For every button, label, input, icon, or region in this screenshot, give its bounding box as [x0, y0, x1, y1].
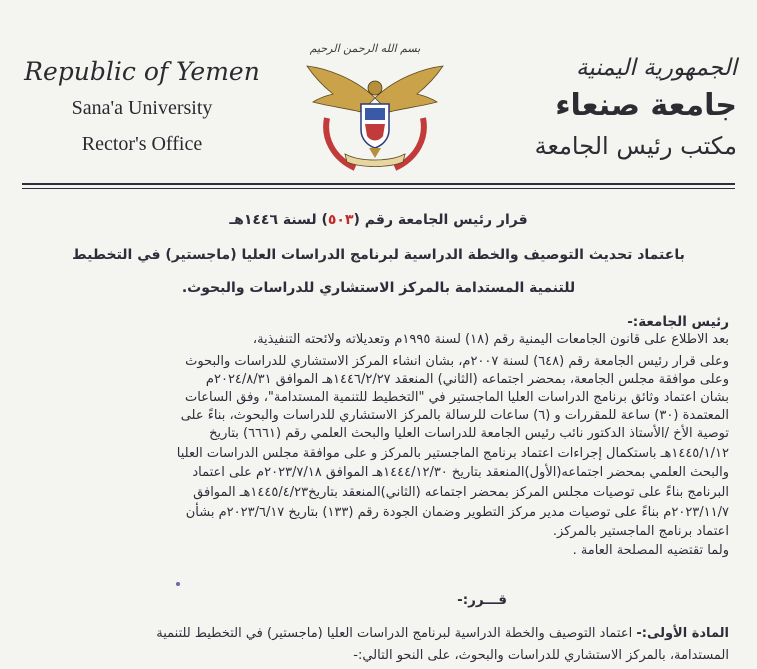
- body-line: ولما تقتضيه المصلحة العامة .: [572, 543, 729, 558]
- decision-number: ٥٠٣: [327, 212, 354, 228]
- yemen-eagle-emblem-icon: [305, 58, 445, 178]
- header-divider-thick: [22, 183, 735, 185]
- english-university: Sana'a University: [71, 97, 213, 119]
- body-line: وعلى قرار رئيس الجامعة رقم (٦٤٨) لسنة ٢٠٠٧م، بشان انشاء المركز الاستشاري للدراسات والبحوث: [185, 354, 729, 369]
- article-1-label: المادة الأولى:-: [636, 626, 729, 641]
- body-line: اعتماد برنامج الماجستير بالمركز.: [552, 524, 729, 539]
- body-line: والبحث العلمي بمحضر اجتماعه(الأول)المنعقد بتاريخ ١٤٤٤/١٢/٣٠هـ الموافق ٢٠٢٣/٧/١٨م على اعتماد: [192, 465, 729, 480]
- body-line: المعتمدة (٣٠) ساعة للمقررات و (٦) ساعات للرسالة بالمركز الاستشاري للدراسات والبحوث، بناءً على: [180, 408, 729, 423]
- decision-title-suffix: ) لسنة ١٤٤٦هـ: [229, 212, 328, 228]
- english-office: Rector's Office: [81, 133, 203, 155]
- body-line: البرنامج بناءً على توصيات مجلس المركز بمحضر اجتماعه (الثاني)المنعقد بتاريخ١٤٤٥/٤/٢٣هـ الموافق: [193, 485, 729, 500]
- arabic-country: الجمهورية اليمنية: [575, 55, 737, 81]
- arabic-office: مكتب رئيس الجامعة: [534, 132, 737, 160]
- english-letterhead: [22, 56, 262, 158]
- body-line: ٢٠٢٣/١١/٧م بناءً على توصيات مدير مركز التطوير وضمان الجودة رقم (١٣٣) بتاريخ ٢٠٢٣/٦/١٧م بشأن: [185, 505, 729, 520]
- english-country: Republic of Yemen: [24, 57, 260, 86]
- decision-title: [40, 212, 717, 228]
- article-1: [20, 626, 729, 641]
- basmala: بسم الله الرحمن الرحيم: [309, 42, 421, 55]
- decision-title-prefix: قرار رئيس الجامعة رقم (: [353, 212, 528, 228]
- article-1-text: اعتماد التوصيف والخطة الدراسية لبرنامج الدراسات العليا (ماجستير) في التخطيط للتنمية: [156, 626, 637, 641]
- body-line: ١٤٤٥/١/١٢هـ باستكمال إجراءات اعتماد برنامج الماجستير بالمركز و على موافقة مجلس الدراسات العليا: [176, 446, 729, 461]
- addressee: رئيس الجامعة:-: [627, 314, 729, 330]
- body-line: توصية الأخ /الأستاذ الدكتور نائب رئيس الجامعة للدراسات العليا والبحث العلمي رقم (٦٦٦١) بتاريخ: [209, 426, 729, 441]
- header-divider-thin: [22, 188, 735, 189]
- body-line: وعلى موافقة مجلس الجامعة، بمحضر اجتماعه (الثاني) المنعقد ١٤٤٦/٢/٢٧هـ الموافق ٢٠٢٤/٨/٣١م: [205, 372, 729, 387]
- arabic-university: جامعة صنعاء: [555, 88, 737, 123]
- decision-subject-line-1: باعتماد تحديث التوصيف والخطة الدراسية لبرنامج الدراسات العليا (ماجستير) في التخطيط: [72, 247, 685, 263]
- body-line: بعد الاطلاع على قانون الجامعات اليمنية رقم (١٨) لسنة ١٩٩٥م وتعديلاته ولائحته التنفيذية،: [252, 332, 729, 347]
- ink-dot: [176, 582, 180, 586]
- arabic-letterhead: [527, 52, 737, 162]
- body-line: بشان اعتماد وثائق برنامج الدراسات العليا الماجستير في "التخطيط للتنمية المستدامة"، وفق الساعات: [185, 390, 729, 405]
- decision-subject-line-2: للتنمية المستدامة بالمركز الاستشاري للدراسات والبحوث.: [181, 280, 576, 296]
- decides-heading: قـــرر:-: [457, 592, 507, 608]
- article-1-continuation: المستدامة، بالمركز الاستشاري للدراسات والبحوث، على النحو التالي:-: [353, 648, 729, 663]
